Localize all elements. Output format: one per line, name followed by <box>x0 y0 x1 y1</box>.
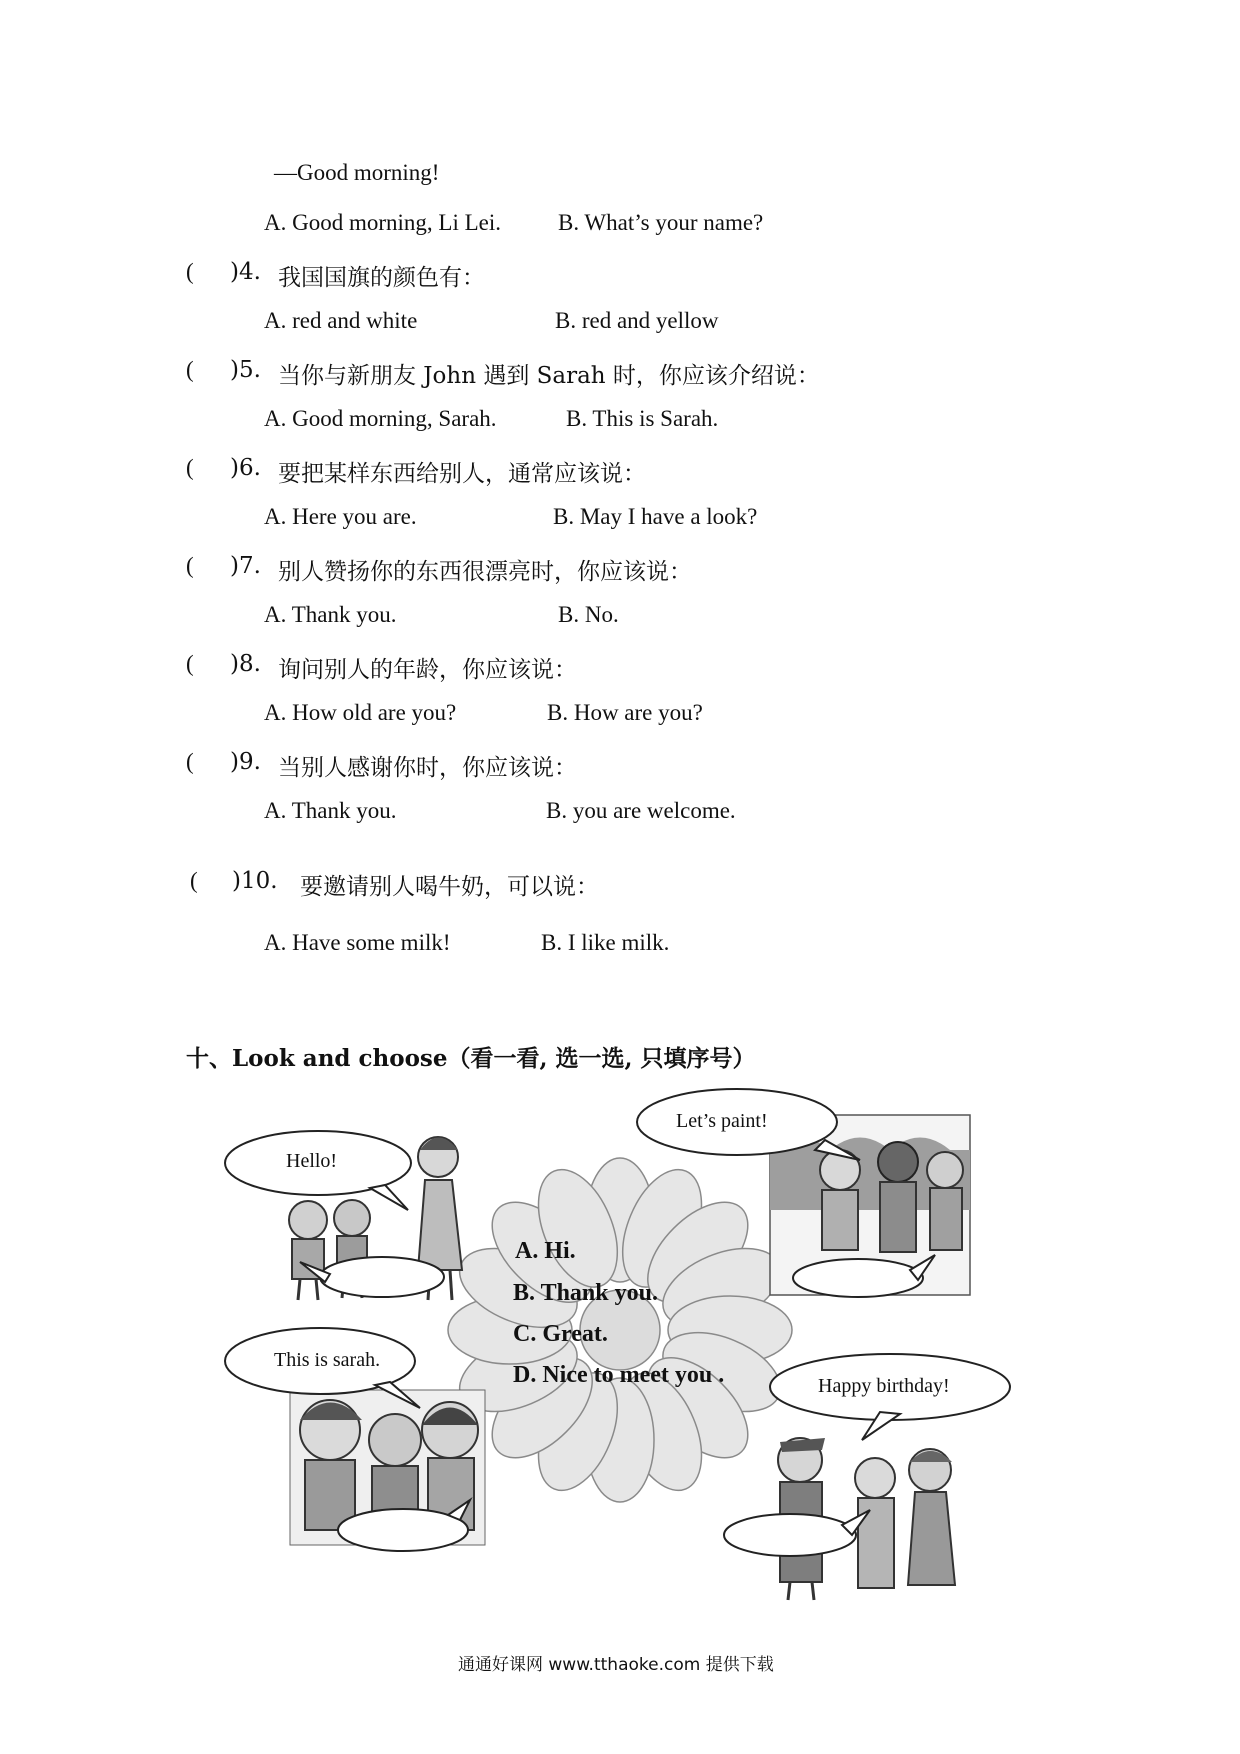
q7-number: )7. <box>230 553 261 579</box>
q5-option-a: A. Good morning, Sarah. <box>264 406 497 431</box>
q7-text: 别人赞扬你的东西很漂亮时，你应该说： <box>278 559 692 585</box>
bubble-paint-text: Let’s paint! <box>676 1110 768 1132</box>
answer-paren-9[interactable]: ( <box>186 749 194 774</box>
q6-number: )6. <box>230 455 261 481</box>
q8-text: 询问别人的年龄，你应该说： <box>278 657 577 683</box>
footer-credit: 通通好课网 www.tthaoke.com 提供下载 <box>458 1655 774 1675</box>
q4-number: )4. <box>230 259 261 285</box>
q5-text: 当你与新朋友 John 遇到 Sarah 时，你应该介绍说： <box>278 363 820 389</box>
choice-c: C. Great. <box>513 1321 608 1347</box>
q7-option-b: B. No. <box>558 602 619 627</box>
q6-option-a: A. Here you are. <box>264 504 417 529</box>
q6-option-b: B. May I have a look? <box>553 504 758 529</box>
q4-text: 我国国旗的颜色有： <box>278 265 485 291</box>
q8-option-a: A. How old are you? <box>264 700 457 725</box>
answer-bubble-2 <box>793 1259 923 1297</box>
q6-text: 要把某样东西给别人，通常应该说： <box>278 461 646 487</box>
q8-number: )8. <box>230 651 261 677</box>
q10-option-b: B. I like milk. <box>541 930 670 955</box>
q10-number: )10. <box>232 868 278 894</box>
choice-d: D. Nice to meet you . <box>513 1362 725 1388</box>
q9-text: 当别人感谢你时，你应该说： <box>278 755 577 781</box>
q4-option-a: A. red and white <box>264 308 418 333</box>
q4-option-b: B. red and yellow <box>555 308 719 333</box>
flower-shape <box>448 1158 792 1502</box>
q5-option-b: B. This is Sarah. <box>566 406 719 431</box>
q9-number: )9. <box>230 749 261 775</box>
section-heading: 十、Look and choose（看一看, 选一选, 只填序号） <box>186 1045 756 1072</box>
answer-paren-7[interactable]: ( <box>186 553 194 578</box>
bubble-hello-text: Hello! <box>286 1150 338 1172</box>
answer-paren-5[interactable]: ( <box>186 357 194 382</box>
q3-option-b: B. What’s your name? <box>558 210 764 235</box>
answer-bubble-4 <box>724 1514 856 1556</box>
q10-text: 要邀请别人喝牛奶，可以说： <box>300 874 599 900</box>
answer-paren-6[interactable]: ( <box>186 455 194 480</box>
answer-paren-10[interactable]: ( <box>190 868 198 893</box>
bubble-birthday-text: Happy birthday! <box>818 1375 950 1397</box>
choice-a: A. Hi. <box>515 1238 576 1264</box>
q9-option-a: A. Thank you. <box>264 798 397 823</box>
bubble-sarah-text: This is sarah. <box>274 1349 381 1371</box>
q10-option-a: A. Have some milk! <box>264 930 451 955</box>
answer-paren-8[interactable]: ( <box>186 651 194 676</box>
answer-bubble-1 <box>320 1257 444 1297</box>
q7-option-a: A. Thank you. <box>264 602 397 627</box>
q8-option-b: B. How are you? <box>547 700 703 725</box>
q3-prompt: —Good morning! <box>274 160 440 185</box>
choice-b: B. Thank you. <box>513 1280 658 1306</box>
q3-option-a: A. Good morning, Li Lei. <box>264 210 501 235</box>
q5-number: )5. <box>230 357 261 383</box>
q9-option-b: B. you are welcome. <box>546 798 736 823</box>
answer-paren-4[interactable]: ( <box>186 259 194 284</box>
